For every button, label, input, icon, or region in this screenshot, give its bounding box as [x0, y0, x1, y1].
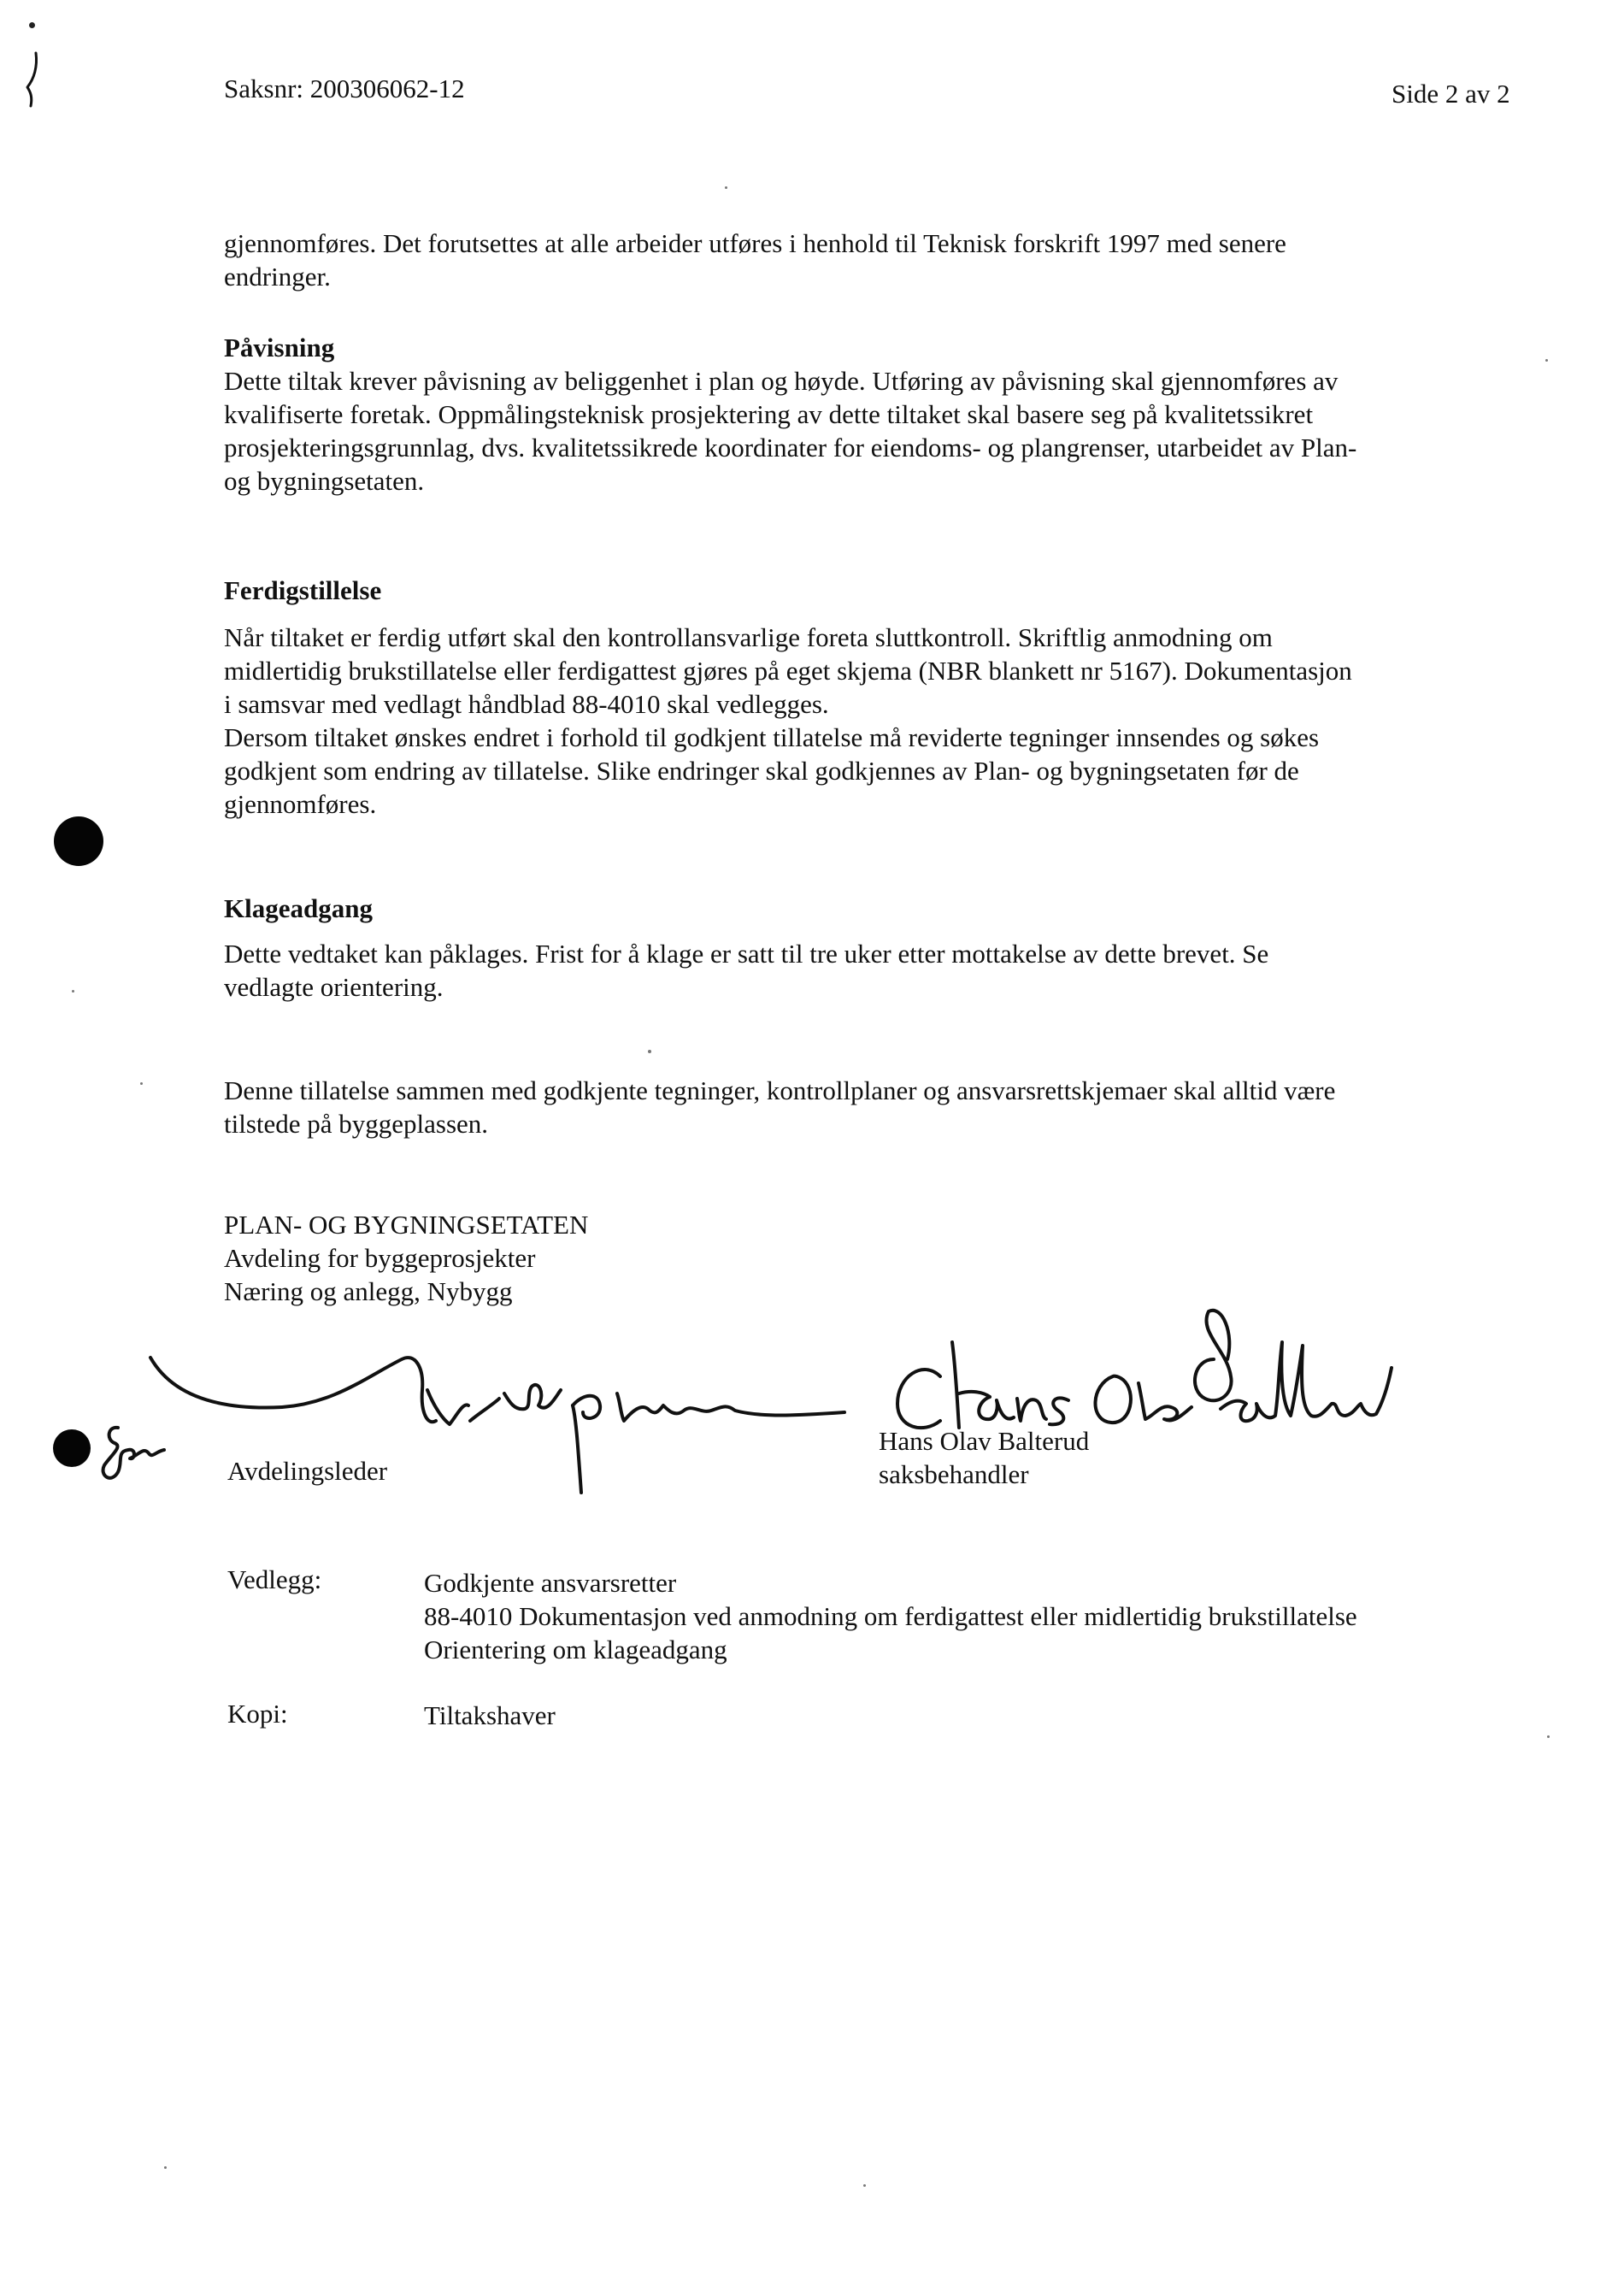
scan-speck [1547, 1735, 1550, 1738]
intro-paragraph [224, 227, 1286, 293]
text-line: gjennomføres. [224, 789, 377, 819]
section-heading-klageadgang: Klageadgang [224, 893, 373, 923]
scan-speck [725, 186, 727, 189]
text-line: Dette vedtaket kan påklages. Frist for å klage er satt til tre uker etter mottakelse av dette brevet. Se [224, 939, 1269, 969]
section-heading-ferdigstillelse: Ferdigstillelse [224, 575, 382, 605]
scan-speck [1545, 359, 1548, 362]
text-line: godkjent som endring av tillatelse. Slike endringer skal godkjennes av Plan- og bygningsetaten før de [224, 756, 1299, 786]
right-signatory-title: saksbehandler [879, 1459, 1029, 1489]
page-indicator: Side 2 av 2 [1392, 79, 1510, 109]
text-line: Når tiltaket er ferdig utført skal den kontrollansvarlige foreta sluttkontroll. Skriftlig anmodning om [224, 622, 1273, 652]
sender-agency: PLAN- OG BYGNINGSETATEN [224, 1210, 589, 1240]
text-line: gjennomføres. Det forutsettes at alle arbeider utføres i henhold til Teknisk forskrift 1997 med senere [224, 228, 1286, 258]
text-line: kvalifiserte foretak. Oppmålingsteknisk prosjektering av dette tiltaket skal basere seg på kvalitetssikret [224, 399, 1314, 429]
text-line: endringer. [224, 262, 331, 292]
text-line: Dersom tiltaket ønskes endret i forhold til godkjent tillatelse må reviderte tegninger innsendes og søkes [224, 722, 1320, 752]
scan-speck [72, 990, 74, 993]
margin-dot [29, 22, 35, 28]
scan-speck [140, 1082, 143, 1085]
text-line: Dette tiltak krever påvisning av beliggenhet i plan og høyde. Utføring av påvisning skal gjennomføres av [224, 366, 1339, 396]
attachment-item: Godkjente ansvarsretter [424, 1568, 677, 1598]
attachments-list [424, 1566, 1357, 1666]
text-line: midlertidig brukstillatelse eller ferdigattest gjøres på eget skjema (NBR blankett nr 5167). Dokumentasjon [224, 656, 1352, 686]
signature-dot [53, 1429, 91, 1467]
margin-pen-mark [19, 50, 44, 109]
attachments-label: Vedlegg: [227, 1564, 322, 1594]
scan-speck [164, 2166, 167, 2169]
text-line: og bygningsetaten. [224, 466, 425, 496]
text-line: i samsvar med vedlagt håndblad 88-4010 skal vedlegges. [224, 689, 829, 719]
text-line: vedlagte orientering. [224, 972, 444, 1002]
pavisning-paragraph [224, 364, 1356, 498]
text-line: Denne tillatelse sammen med godkjente tegninger, kontrollplaner og ansvarsrettskjemaer skal alltid være [224, 1075, 1336, 1105]
right-signatory-name: Hans Olav Balterud [879, 1426, 1090, 1456]
notice-paragraph [224, 1074, 1335, 1140]
attachment-item: Orientering om klageadgang [424, 1635, 727, 1664]
copy-recipient: Tiltakshaver [424, 1700, 556, 1730]
text-line: tilstede på byggeplassen. [224, 1109, 489, 1139]
scan-speck [648, 1050, 651, 1053]
punch-hole-mark [54, 816, 103, 866]
ferdigstillelse-paragraph [224, 621, 1352, 821]
case-number: Saksnr: 200306062-12 [224, 74, 465, 103]
left-signatory-title: Avdelingsleder [227, 1456, 388, 1486]
klageadgang-paragraph [224, 937, 1268, 1004]
section-heading-pavisning: Påvisning [224, 333, 335, 362]
sender-department: Avdeling for byggeprosjekter [224, 1243, 536, 1273]
scan-speck [863, 2184, 866, 2187]
sender-unit: Næring og anlegg, Nybygg [224, 1276, 513, 1306]
sender-block [224, 1208, 588, 1308]
text-line: prosjekteringsgrunnlag, dvs. kvalitetssikrede koordinater for eiendoms- og plangrenser, utarbeidet av Plan- [224, 433, 1357, 462]
attachment-item: 88-4010 Dokumentasjon ved anmodning om ferdigattest eller midlertidig brukstillatelse [424, 1601, 1357, 1631]
copy-label: Kopi: [227, 1699, 288, 1729]
